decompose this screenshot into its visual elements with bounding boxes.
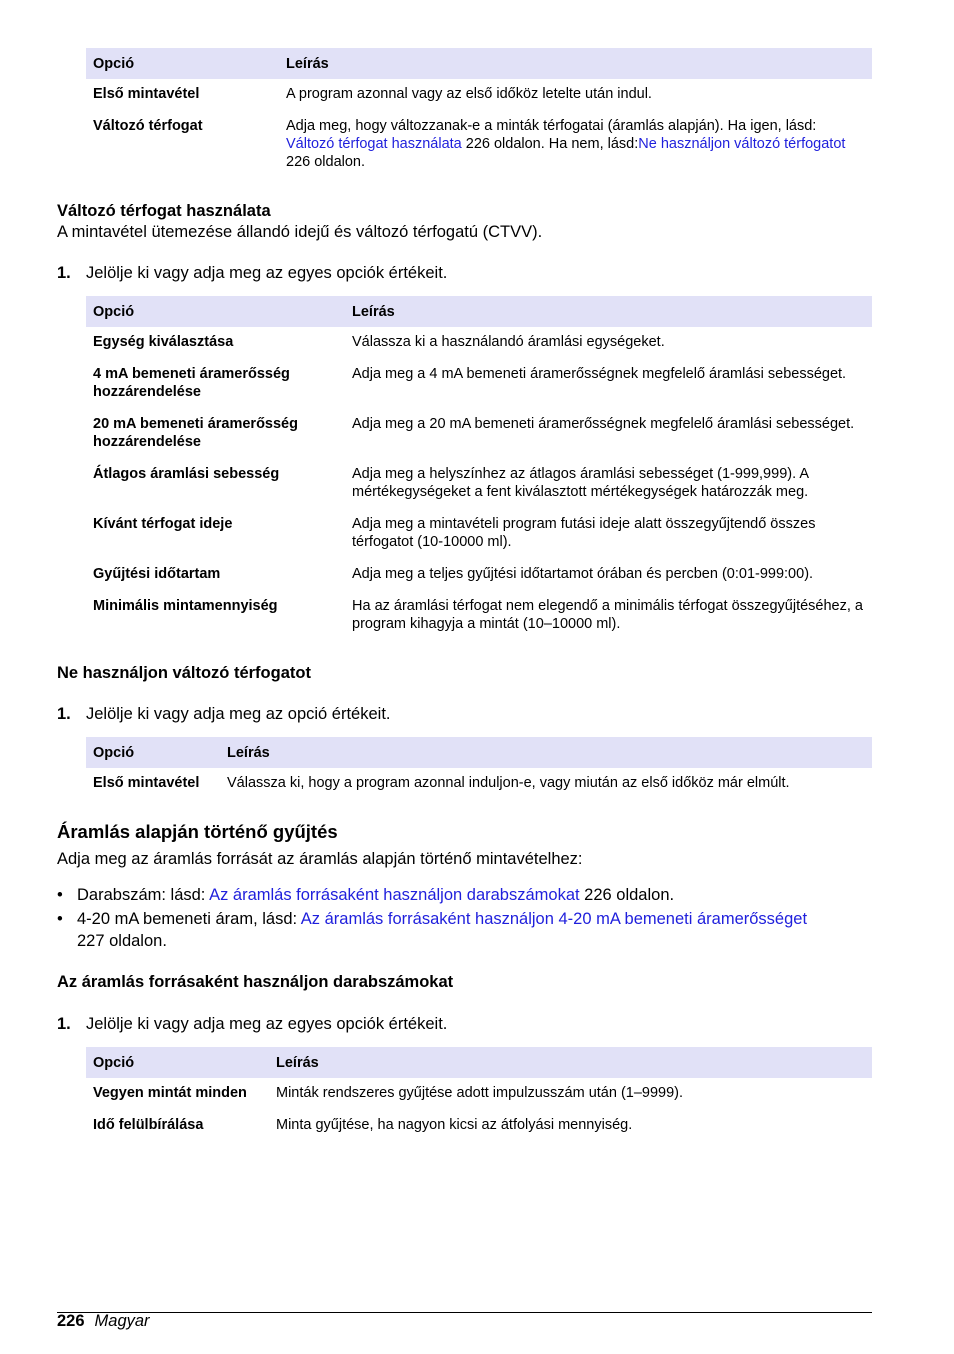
page-number: 226: [57, 1312, 85, 1330]
option-name: 4 mA bemeneti áramerősség hozzárendelése: [93, 366, 290, 400]
step-item: [57, 264, 447, 283]
column-header-option: Opció: [86, 1047, 269, 1078]
section-heading-pulse-count: Az áramlás forrásaként használjon darabszámokat: [57, 973, 454, 991]
table-row: [86, 1078, 872, 1110]
section-intro: Adja meg az áramlás forrását az áramlás alapján történő mintavételhez:: [57, 850, 583, 868]
footer-language: Magyar: [94, 1312, 150, 1330]
option-name: Minimális mintamennyiség: [93, 598, 278, 614]
option-description: Ha az áramlási térfogat nem elegendő a minimális térfogat összegyűjtéséhez, a program kihagyja a mintát (10–10000 ml).: [352, 598, 863, 632]
option-name: Gyűjtési időtartam: [93, 566, 221, 582]
section-heading-flow-based-collection: Áramlás alapján történő gyűjtés: [57, 821, 338, 842]
bullet-text: 4-20 mA bemeneti áram, lásd:: [77, 910, 301, 928]
option-description: Adja meg a 4 mA bemeneti áramerősségnek megfelelő áramlási sebességet.: [352, 366, 847, 382]
step-number: 1.: [57, 705, 71, 723]
page-footer: [57, 1312, 150, 1331]
option-name: Kívánt térfogat ideje: [93, 516, 233, 532]
option-name: Vegyen mintát minden: [93, 1085, 247, 1101]
option-description: Adja meg a 20 mA bemeneti áramerősségnek megfelelő áramlási sebességet.: [352, 416, 855, 432]
column-header-description: Leírás: [279, 48, 872, 79]
bullet-icon: •: [57, 886, 63, 904]
option-name: Változó térfogat: [93, 118, 203, 134]
table-row: [86, 327, 872, 359]
list-item: [57, 884, 817, 906]
step-number: 1.: [57, 1015, 71, 1033]
option-description: Adja meg a teljes gyűjtési időtartamot órában és percben (0:01-999:00).: [352, 566, 814, 582]
table-row: [86, 79, 872, 111]
option-name: Első mintavétel: [93, 86, 200, 102]
table-row: [86, 409, 872, 459]
option-description: Válassza ki a használandó áramlási egységeket.: [352, 334, 665, 350]
step-text: Jelölje ki vagy adja meg az egyes opciók értékeit.: [86, 264, 448, 282]
section-heading-variable-volume: Változó térfogat használata: [57, 202, 271, 220]
option-description: Minta gyűjtése, ha nagyon kicsi az átfolyási mennyiség.: [276, 1117, 633, 1133]
option-name: Idő felülbírálása: [93, 1117, 204, 1133]
options-table-4: [86, 1047, 872, 1142]
table-header-row: [86, 296, 872, 327]
bullet-text: 226 oldalon.: [579, 886, 675, 904]
table-row: [86, 559, 872, 591]
options-table-1: [86, 48, 872, 179]
bullet-icon: •: [57, 910, 63, 928]
option-name: Átlagos áramlási sebesség: [93, 466, 280, 482]
link-pulse-count-source[interactable]: Az áramlás forrásaként használjon darabszámokat: [209, 886, 580, 904]
bullet-text: 227 oldalon.: [77, 932, 167, 950]
option-description: Válassza ki, hogy a program azonnal induljon-e, vagy miután az első időköz már elmúlt.: [227, 775, 790, 791]
table-row: [86, 591, 872, 641]
table-row: [86, 1110, 872, 1142]
option-description: A program azonnal vagy az első időköz letelte után indul.: [286, 86, 652, 102]
table-row: [86, 459, 872, 509]
footer-divider: [57, 1312, 872, 1313]
list-item: [57, 908, 817, 952]
link-no-variable-volume[interactable]: Ne használjon változó térfogatot: [638, 136, 846, 152]
column-header-description: Leírás: [220, 737, 872, 768]
option-description: Adja meg a mintavételi program futási ideje alatt összegyűjtendő összes térfogatot (10-10000 ml).: [352, 516, 816, 550]
step-item: [57, 1015, 447, 1034]
table-row: [86, 768, 872, 800]
options-table-3: [86, 737, 872, 800]
step-number: 1.: [57, 264, 71, 282]
table-header-row: [86, 1047, 872, 1078]
column-header-description: Leírás: [269, 1047, 872, 1078]
table-header-row: [86, 48, 872, 79]
option-name: Egység kiválasztása: [93, 334, 234, 350]
step-text: Jelölje ki vagy adja meg az egyes opciók értékeit.: [86, 1015, 448, 1033]
option-name: Első mintavétel: [93, 775, 200, 791]
column-header-option: Opció: [86, 48, 279, 79]
option-description: Adja meg a helyszínhez az átlagos áramlási sebességet (1-999,999). A mértékegységeket a fent kiválasztott mértékegységek határozzák meg.: [352, 466, 809, 500]
step-item: [57, 705, 391, 724]
option-name: 20 mA bemeneti áramerősség hozzárendelése: [93, 416, 298, 450]
column-header-description: Leírás: [345, 296, 872, 327]
column-header-option: Opció: [86, 296, 345, 327]
step-text: Jelölje ki vagy adja meg az opció értékeit.: [86, 705, 391, 723]
link-4-20ma-source[interactable]: Az áramlás forrásaként használjon 4-20 mA bemeneti áramerősséget: [300, 910, 808, 928]
description-text: Adja meg, hogy változzanak-e a minták térfogatai (áramlás alapján). Ha igen, lásd:: [286, 118, 817, 134]
description-text: 226 oldalon.: [286, 154, 366, 170]
section-heading-no-variable-volume: Ne használjon változó térfogatot: [57, 664, 311, 682]
option-description: [279, 111, 872, 179]
table-row: [86, 111, 872, 179]
table-row: [86, 359, 872, 409]
options-table-2: [86, 296, 872, 641]
description-text: 226 oldalon. Ha nem, lásd:: [461, 136, 639, 152]
table-header-row: [86, 737, 872, 768]
bullet-text: Darabszám: lásd:: [77, 886, 210, 904]
table-row: [86, 509, 872, 559]
column-header-option: Opció: [86, 737, 220, 768]
link-variable-volume[interactable]: Változó térfogat használata: [286, 136, 462, 152]
option-description: Minták rendszeres gyűjtése adott impulzusszám után (1–9999).: [276, 1085, 684, 1101]
section-intro: A mintavétel ütemezése állandó idejű és változó térfogatú (CTVV).: [57, 223, 543, 241]
